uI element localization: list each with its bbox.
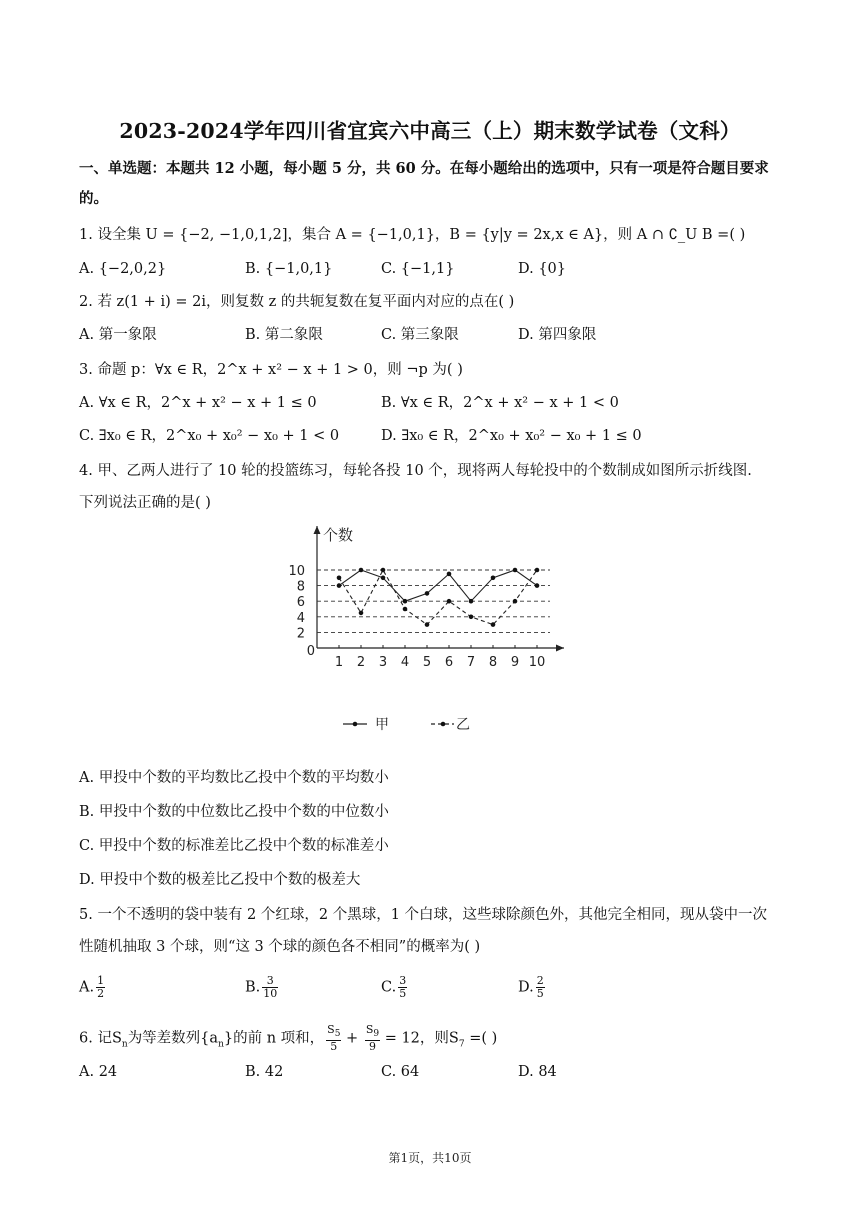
page-footer: 第1页，共10页 [388,1151,472,1165]
q2-option-d: D. 第四象限 [518,327,597,343]
q5-d-numerator: 2 [536,974,544,987]
q1-option-d: D. {0} [518,261,567,277]
q3-option-a: A. ∀x ∈ R，2^x + x² − x + 1 ≤ 0 [79,395,317,411]
q1-option-a: A. {−2,0,2} [79,261,167,277]
q6-stem-mid2: }的前 n 项和， [223,1030,325,1047]
q2-option-a: A. 第一象限 [79,327,157,343]
legend-marker-2 [441,722,446,727]
page-title: 2023-2024学年四川省宜宾六中高三（上）期末数学试卷（文科） [119,119,741,143]
line-chart [280,518,580,746]
question-5-stem-line1: 5. 一个不透明的袋中装有 2 个红球，2 个黑球，1 个白球，这些球除颜色外，其他完全相同，现从袋中一次 [79,907,768,923]
q5-a-numerator: 1 [97,974,105,987]
question-3-stem: 3. 命题 p：∀x ∈ R，2^x + x² − x + 1 > 0，则 ¬p 为( ) [79,362,463,378]
q5-c-denominator: 5 [399,987,407,1000]
q5-b-numerator: 3 [262,975,278,988]
origin-label: 0 [306,644,315,659]
q5-d-denominator: 5 [536,987,544,1000]
q5-option-d [518,975,545,1000]
q6-stem-post: = 12，则S [384,1030,459,1047]
y-tick-label-4: 4 [296,610,305,626]
x-tick-label-6: 6 [444,655,454,670]
x-tick-label-3: 3 [378,655,388,670]
q6-option-b: B. 42 [245,1064,284,1080]
x-tick-label-7: 7 [466,655,476,670]
series-2-point-3 [381,568,386,573]
x-tick-label-9: 9 [510,655,520,670]
section-heading-line1: 一、单选题：本题共 12 小题，每小题 5 分，共 60 分。在每小题给出的选项中，只有一项是符合题目要求 [79,160,769,177]
x-tick-label-5: 5 [422,655,432,670]
series-2-point-4 [403,607,408,612]
x-tick-label-1: 1 [334,655,344,670]
series-1-point-10 [535,583,540,588]
series-1-point-5 [425,591,430,596]
series-2-point-1 [337,576,342,581]
question-4-stem-line1: 4. 甲、乙两人进行了 10 轮的投篮练习，每轮各投 10 个，现将两人每轮投中的个数制成如图所示折线图. [79,463,752,479]
series-2-point-7 [469,615,474,620]
q5-option-a-label: A. [79,979,95,996]
series-1-point-6 [447,572,452,577]
series-2-point-9 [513,599,518,604]
y-tick-label-8: 8 [296,579,305,595]
q5-option-c-label: C. [381,979,397,996]
question-6-stem: 6. 记$S_n$为等差数列$\{a_n\}$的前 n 项和， $\frac{S_5}{5}$ + $\frac{S_9}{9}$ = 12，则$S_7$ =( ) [79,1023,498,1054]
q3-option-c: C. ∃x₀ ∈ R，2^x₀ + x₀² − x₀ + 1 < 0 [79,428,340,444]
q5-a-denominator: 2 [97,987,105,1000]
q5-option-b-label: B. [245,979,261,996]
x-tick-label-8: 8 [488,655,498,670]
series-2-point-6 [447,599,452,604]
q6-option-a: A. 24 [79,1064,118,1080]
series-1-point-1 [337,583,342,588]
x-axis-arrow [556,645,564,652]
q1-option-b: B. {−1,0,1} [245,261,333,277]
legend-marker-1 [353,722,358,727]
q5-b-denominator: 10 [263,987,278,1000]
q5-option-d-label: D. [518,979,534,996]
legend-label-1: 甲 [375,717,389,733]
series-1-point-4 [403,599,408,604]
q4-option-b: B. 甲投中个数的中位数比乙投中个数的中位数小 [79,804,389,820]
series-2-point-8 [491,622,496,627]
question-5-stem-line2: 性随机抽取 3 个球，则“这 3 个球的颜色各不相同”的概率为( ) [79,939,481,955]
series-2-point-10 [535,568,540,573]
legend-label-2: 乙 [456,717,470,733]
x-tick-label-2: 2 [356,655,366,670]
q1-option-c: C. {−1,1} [381,261,455,277]
q5-option-b [245,975,278,1000]
q6-stem-mid: 为等差数列{a [127,1030,219,1047]
y-axis-label: 个数 [323,526,354,544]
q2-option-c: C. 第三象限 [381,327,459,343]
q4-option-a: A. 甲投中个数的平均数比乙投中个数的平均数小 [79,770,389,786]
x-tick-label-10: 10 [528,655,546,670]
q4-option-d: D. 甲投中个数的极差比乙投中个数的极差大 [79,872,361,888]
q6-option-c: C. 64 [381,1064,420,1080]
q3-option-d: D. ∃x₀ ∈ R，2^x₀ + x₀² − x₀ + 1 ≤ 0 [381,428,642,444]
question-2-stem: 2. 若 z(1 + i) = 2i，则复数 z 的共轭复数在复平面内对应的点在( ) [79,294,515,310]
q6-stem-pre: 6. 记S [79,1030,122,1047]
y-tick-label-6: 6 [296,595,305,611]
series-1-point-7 [469,599,474,604]
q6-stem-end: =( ) [469,1030,498,1047]
q6-option-d: D. 84 [518,1064,557,1080]
y-tick-label-2: 2 [296,626,305,642]
series-1-point-8 [491,576,496,581]
question-4-stem-line2: 下列说法正确的是( ) [79,495,211,511]
q5-option-c [381,975,407,1000]
series-1-point-9 [513,568,518,573]
y-tick-label-10: 10 [288,564,305,579]
series-1-point-3 [381,576,386,581]
x-tick-label-4: 4 [400,655,410,670]
q2-option-b: B. 第二象限 [245,327,323,343]
series-2-point-2 [359,611,364,616]
q5-c-numerator: 3 [399,974,407,987]
series-2-point-5 [425,622,430,627]
series-1-point-2 [359,568,364,573]
section-heading-line2: 的。 [79,190,108,207]
q4-option-c: C. 甲投中个数的标准差比乙投中个数的标准差小 [79,838,389,854]
q5-option-a [79,975,105,1000]
q3-option-b: B. ∀x ∈ R，2^x + x² − x + 1 < 0 [381,395,619,411]
question-1-stem: 1. 设全集 U = {−2, −1,0,1,2]，集合 A = {−1,0,1}，B = {y|y = 2x,x ∈ A}，则 A ∩ ∁_U B =( ) [79,227,746,243]
y-axis-arrow [314,526,321,534]
